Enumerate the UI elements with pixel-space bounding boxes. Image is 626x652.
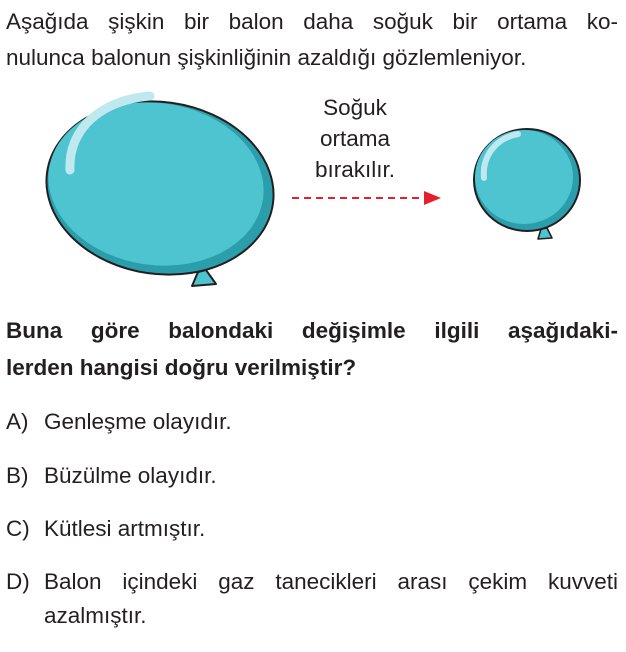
arrow-icon (292, 191, 441, 205)
option-d-line-1: Balon içindeki gaz tanecikleri arası çekim kuvveti (44, 569, 618, 594)
question-line-1: Buna göre balondaki değişimle ilgili aşağıdaki- (6, 318, 618, 343)
option-c-text (44, 512, 618, 546)
caption-line-3: bırakılır. (314, 157, 396, 182)
intro-line-2: nulunca balonun şişkinliğinin azaldığı gözlemleniyor. (6, 45, 527, 70)
question-line-2: lerden hangisi doğru verilmiştir? (6, 355, 357, 380)
intro-paragraph (6, 4, 618, 76)
intro-line-1: Aşağıda şişkin bir balon daha soğuk bir ortama ko- (6, 9, 618, 34)
option-a-letter: A) (6, 409, 29, 434)
question-stem (6, 312, 618, 386)
option-a-line-1: Genleşme olayıdır. (44, 409, 232, 434)
option-d-text (44, 565, 618, 633)
large-balloon-icon (35, 87, 285, 289)
caption-line-1: Soğuk (323, 95, 387, 120)
option-c-line-1: Kütlesi artmıştır. (44, 516, 206, 541)
option-a-text (44, 405, 618, 439)
figure-caption (290, 92, 420, 185)
caption-line-2: ortama (319, 126, 391, 151)
option-b-text (44, 459, 618, 493)
option-b-line-1: Büzülme olayıdır. (44, 463, 217, 488)
option-d-letter: D) (6, 569, 30, 594)
option-c-letter: C) (6, 516, 30, 541)
option-b-letter: B) (6, 463, 29, 488)
small-balloon-icon (474, 129, 580, 239)
option-d-line-2: azalmıştır. (44, 603, 147, 628)
